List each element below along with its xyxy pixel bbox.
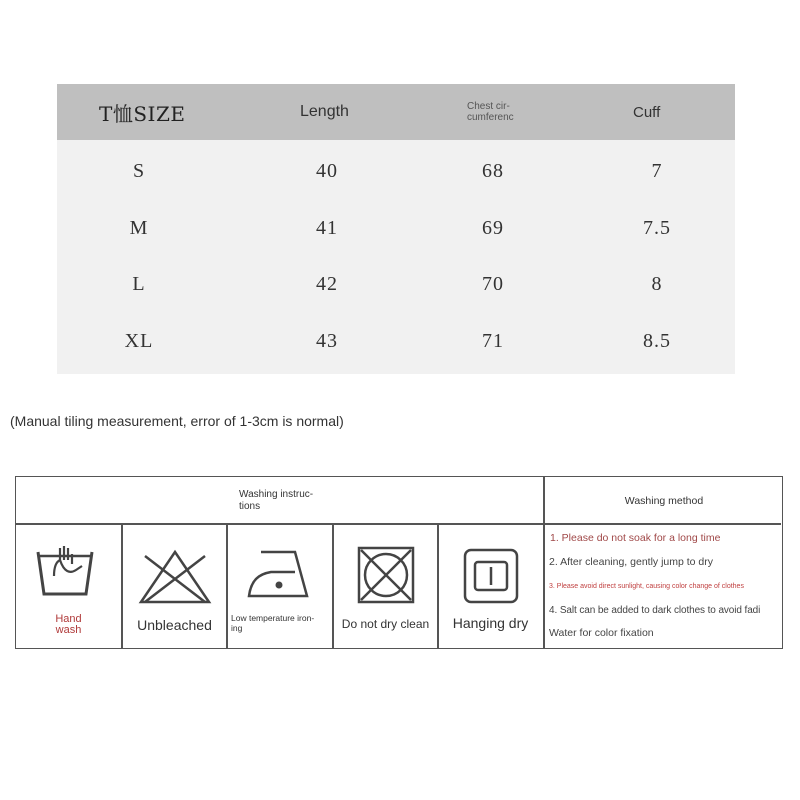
size-cell: L (132, 272, 146, 295)
low-temp-iron-icon (245, 546, 315, 604)
care-hand-wash (16, 524, 121, 648)
method-item: 1. Please do not soak for a long time (550, 532, 721, 544)
size-table-header (57, 84, 735, 140)
length-cell: 41 (316, 216, 338, 239)
size-cell: XL (124, 329, 154, 352)
header-size: T恤SIZE (99, 101, 186, 126)
hand-wash-icon (34, 542, 104, 610)
length-cell: 42 (316, 272, 338, 295)
cuff-cell: 7.5 (643, 216, 671, 239)
cuff-cell: 8.5 (643, 329, 671, 352)
cuff-cell: 8 (651, 272, 663, 295)
method-item: 2. After cleaning, gently jump to dry (549, 556, 714, 568)
hanging-dry-icon (461, 546, 521, 606)
table-row (57, 143, 735, 199)
no-dry-clean-icon (355, 544, 417, 606)
length-cell: 43 (316, 329, 338, 352)
washing-method-title: Washing method (624, 494, 704, 507)
low-temp-iron-label: Low temperature iron- ing (231, 613, 315, 633)
washing-instructions-title (16, 477, 544, 524)
care-hanging-dry (438, 524, 543, 648)
length-cell: 40 (316, 159, 338, 182)
table-row (57, 256, 735, 312)
method-item: Water for color fixation (549, 627, 654, 639)
care-no-dry-clean (333, 524, 438, 648)
chest-cell: 68 (482, 159, 504, 182)
size-table (57, 84, 735, 374)
care-low-temp-iron (227, 524, 332, 648)
header-chest (467, 84, 537, 140)
size-cell: M (129, 216, 149, 239)
washing-table (15, 476, 783, 649)
header-length: Length (300, 103, 349, 120)
unbleached-label: Unbleached (137, 617, 212, 633)
hand-wash-label: Hand wash (55, 613, 82, 636)
chest-cell: 69 (482, 216, 504, 239)
header-cuff: Cuff (633, 103, 661, 121)
method-item: 3. Please avoid direct sunlight, causing color change of clothes (549, 583, 744, 590)
size-cell: S (132, 159, 146, 182)
hanging-dry-label: Hanging dry (452, 615, 529, 631)
header-chest-text: Chest cir- cumferenc (467, 101, 514, 123)
no-bleach-icon (137, 548, 213, 606)
no-dry-clean-label: Do not dry clean (341, 617, 430, 631)
care-unbleached (122, 524, 227, 648)
method-item: 4. Salt can be added to dark clothes to avoid fadi (549, 605, 761, 616)
table-row (57, 200, 735, 256)
table-row (57, 313, 735, 369)
chest-cell: 70 (482, 272, 504, 295)
chest-cell: 71 (482, 329, 504, 352)
washing-instructions-title-text: Washing instruc- tions (239, 488, 314, 512)
measurement-note: (Manual tiling measurement, error of 1-3cm is normal) (10, 413, 344, 429)
cuff-cell: 7 (651, 159, 663, 182)
